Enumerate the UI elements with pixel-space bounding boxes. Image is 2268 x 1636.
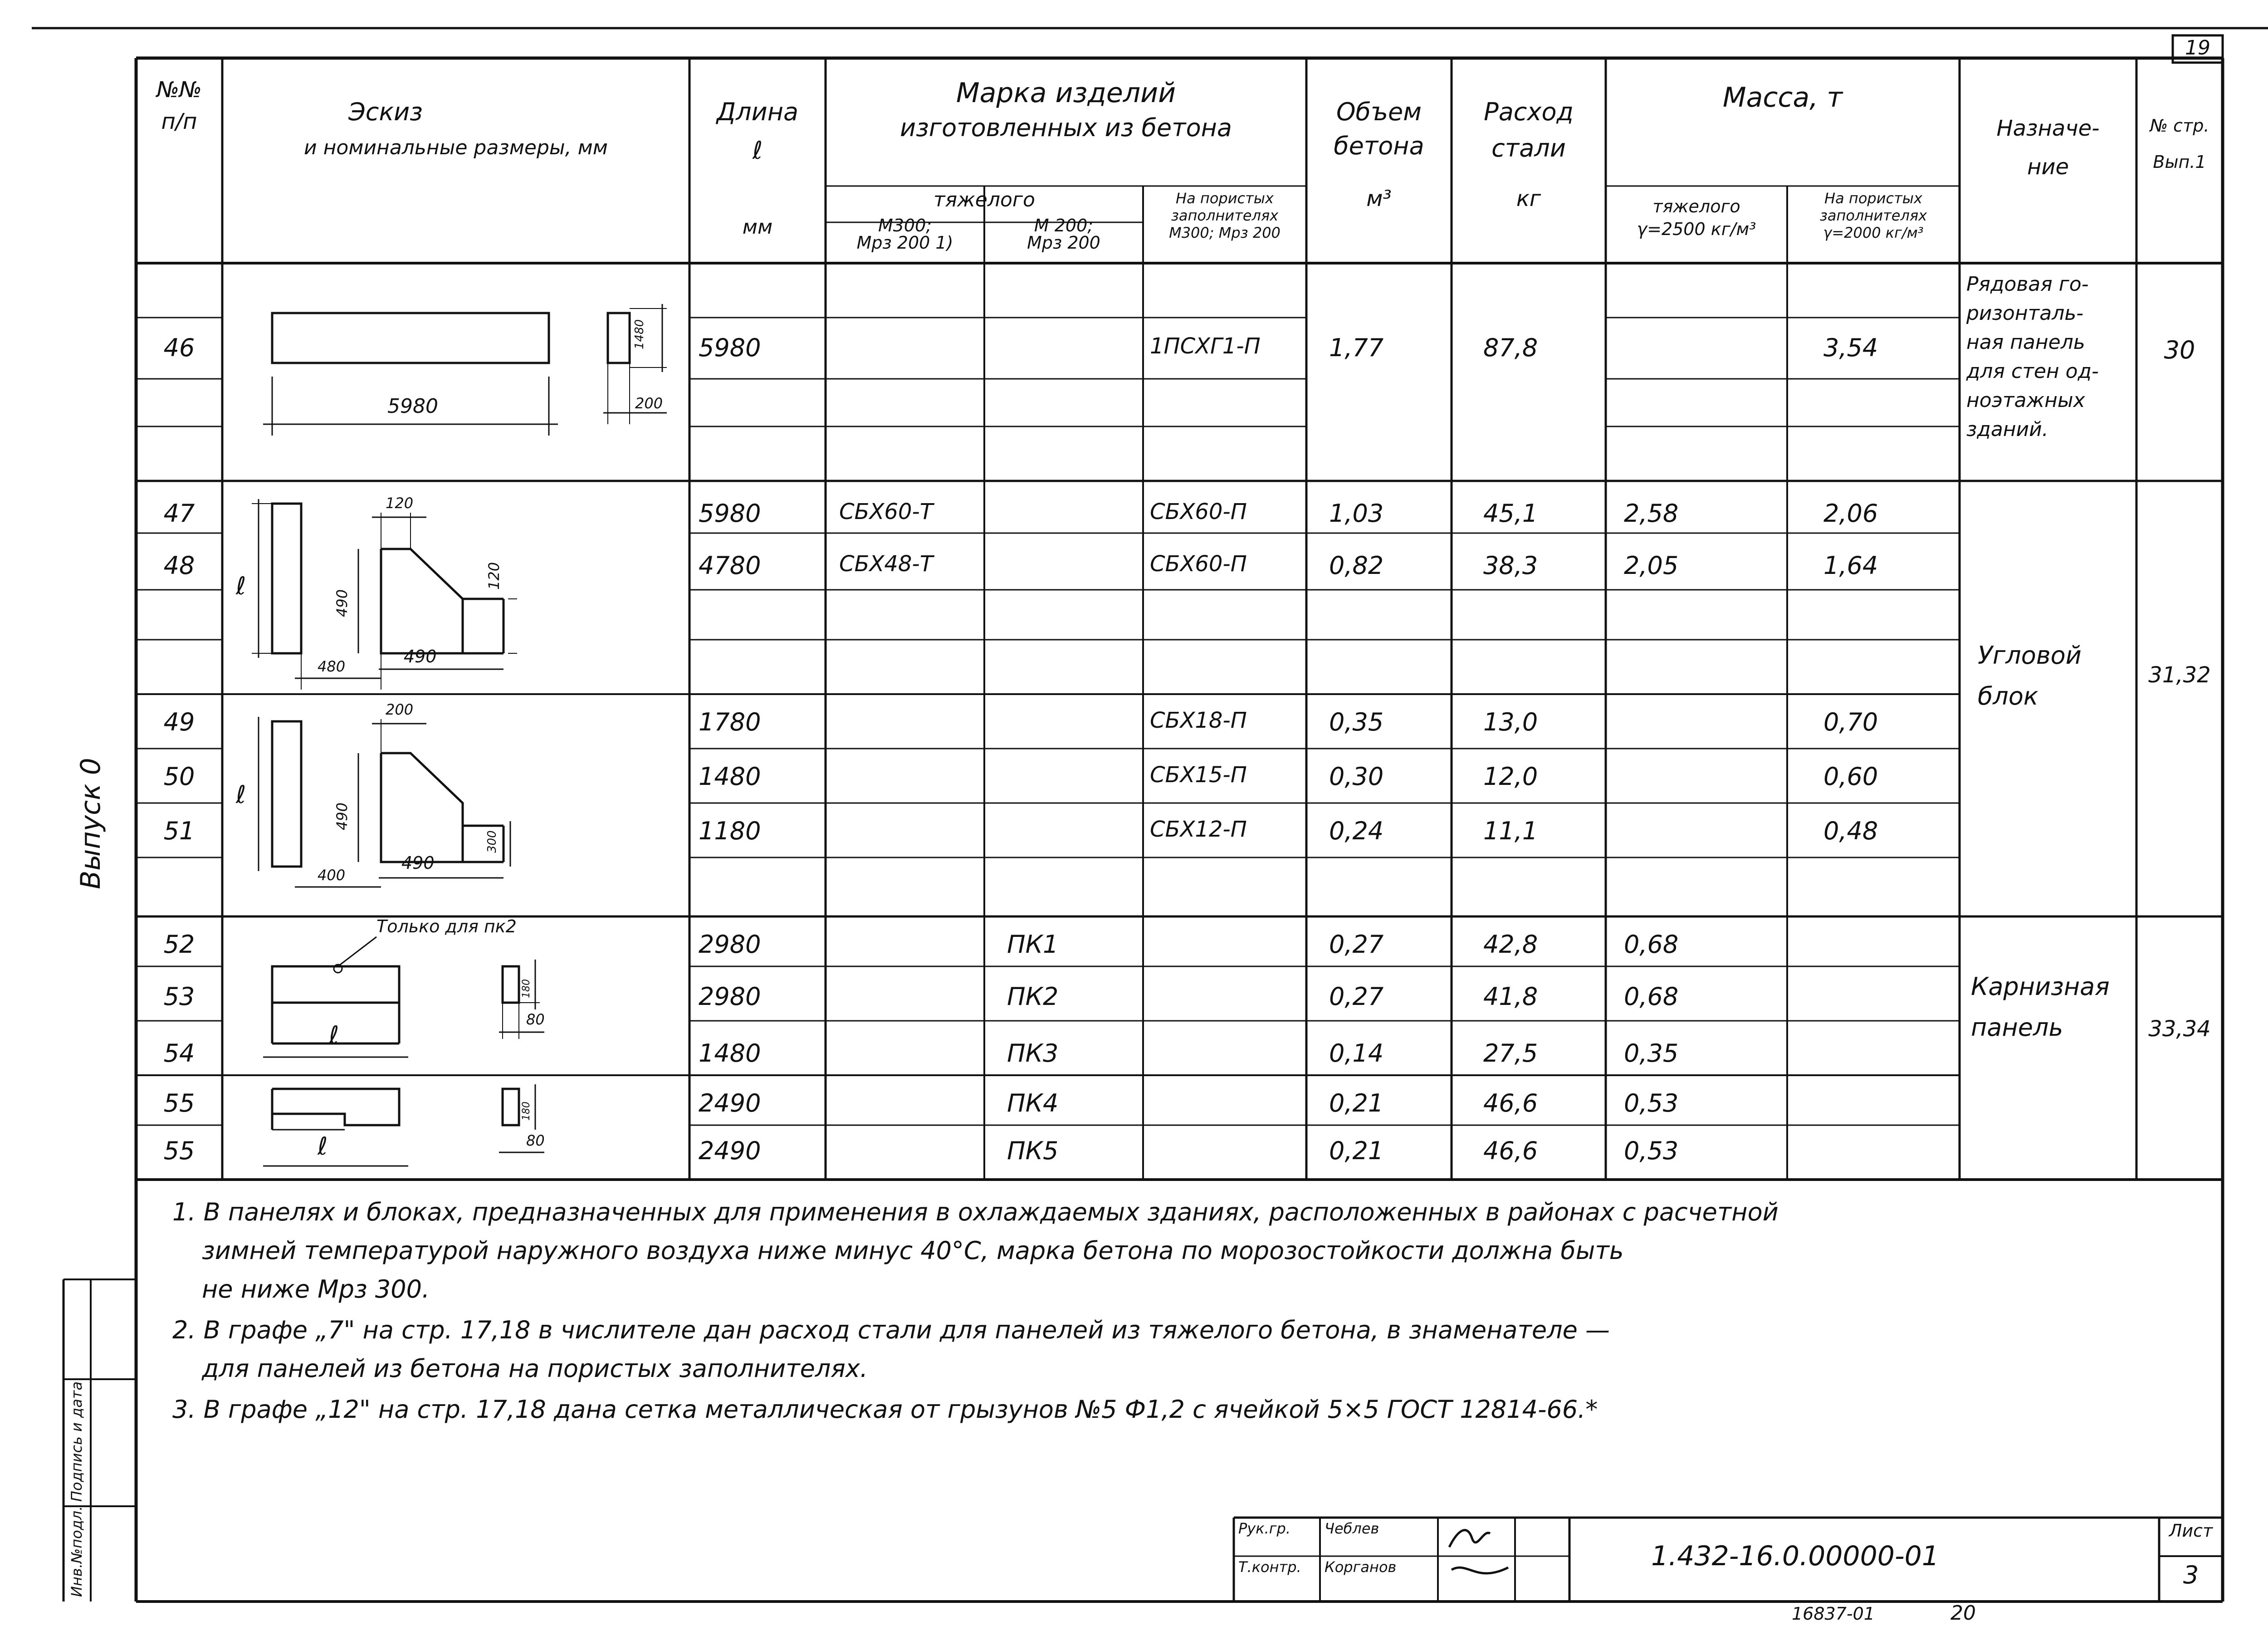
- cell-n: 46: [163, 333, 195, 362]
- bottom-code: 16837-01: [1792, 1604, 1875, 1624]
- sk47-d: 490: [404, 647, 437, 666]
- note-2a: 2. В графе „7" на стр. 17,18 в числителе дан расход стали для панелей из тяжелого бетона, в знаменателе —: [172, 1316, 1610, 1344]
- purpose-g1-l6: зданий.: [1966, 418, 2048, 441]
- cell-len: 1780: [699, 708, 761, 736]
- cell-vol: 0,30: [1329, 762, 1384, 791]
- hdr-heavy-m200-a: М 200;: [1034, 216, 1094, 235]
- cell-porous: СБХ60-П: [1150, 551, 1247, 577]
- hdr-mass: Масса, т: [1722, 82, 1843, 113]
- sheet-number: 19: [2185, 36, 2210, 59]
- cell-m300: СБХ48-Т: [839, 551, 934, 577]
- cell-vol: 0,21: [1329, 1089, 1384, 1117]
- sk47-a: 120: [386, 495, 414, 512]
- purpose-g3-l1: Карнизная: [1971, 972, 2110, 1001]
- purpose-g3-l2: панель: [1971, 1013, 2063, 1042]
- sheet-value: 3: [2183, 1561, 2199, 1589]
- hdr-porous: [1143, 190, 1306, 241]
- cell-mh: 0,53: [1624, 1136, 1679, 1165]
- cell-porous: СБХ15-П: [1150, 762, 1247, 788]
- hdr-heavy: тяжелого: [934, 188, 1035, 211]
- hdr-heavy-m300: [826, 217, 984, 251]
- sk46-height: 1480: [633, 319, 646, 349]
- cell-vol: 1,03: [1329, 499, 1384, 528]
- cell-vol: 0,24: [1329, 817, 1384, 845]
- cell-steel: 11,1: [1483, 817, 1538, 845]
- sk52-l: ℓ: [329, 1021, 339, 1049]
- cell-m200: ПК5: [1007, 1136, 1059, 1165]
- cell-mp: 0,60: [1823, 762, 1878, 791]
- page-g2: 31,32: [2148, 662, 2211, 688]
- sk52-h: 180: [521, 979, 532, 998]
- cell-porous: СБХ18-П: [1150, 708, 1247, 733]
- cell-steel: 87,8: [1483, 333, 1538, 362]
- cell-vol: 0,21: [1329, 1136, 1384, 1165]
- purpose-g1-l3: ная панель: [1966, 331, 2085, 354]
- bottom-num: 20: [1950, 1602, 1976, 1625]
- sk47-l: ℓ: [236, 572, 246, 600]
- note-3: 3. В графе „12" на стр. 17,18 дана сетка металлическая от грызунов №5 Ф1,2 с ячейкой 5×5 ГОСТ 12814-66.*: [172, 1395, 1598, 1424]
- cell-len: 1480: [699, 1039, 761, 1068]
- hdr-mass-porous-b: заполнителях: [1819, 207, 1927, 224]
- cell-len: 4780: [699, 551, 761, 580]
- cell-mp: 1,64: [1823, 551, 1878, 580]
- note-1c: не ниже Мрз 300.: [202, 1275, 430, 1303]
- purpose-g1-l2: ризонталь-: [1966, 302, 2084, 325]
- hdr-num-2: п/п: [161, 109, 197, 134]
- cell-len: 5980: [699, 333, 761, 362]
- cell-mh: 0,68: [1624, 930, 1679, 959]
- cell-mp: 0,70: [1823, 708, 1878, 736]
- cell-n: 49: [163, 708, 195, 736]
- note-1a: 1. В панелях и блоках, предназначенных для применения в охлаждаемых зданиях, расположенных в районах с расчетной: [172, 1198, 1779, 1226]
- cell-len: 5980: [699, 499, 761, 528]
- cell-vol: 0,27: [1329, 982, 1384, 1011]
- hdr-steel-1: Расход: [1484, 98, 1574, 126]
- cell-m200: ПК4: [1007, 1089, 1059, 1117]
- hdr-volume-3: м³: [1366, 186, 1392, 211]
- stamp-name-2: Корганов: [1325, 1558, 1397, 1576]
- page-g1: 30: [2164, 336, 2195, 364]
- cell-mh: 0,53: [1624, 1089, 1679, 1117]
- purpose-group-1: [1966, 270, 2099, 444]
- purpose-group-2: [1978, 635, 2082, 717]
- cell-mh: 2,58: [1624, 499, 1679, 528]
- cell-porous: СБХ60-П: [1150, 499, 1247, 524]
- issue-label: Выпуск 0: [75, 758, 107, 889]
- hdr-heavy-m200: [984, 217, 1143, 251]
- hdr-sketch-2: и номинальные размеры, мм: [304, 136, 608, 159]
- cell-mp: 2,06: [1823, 499, 1878, 528]
- cell-n: 55: [163, 1089, 195, 1117]
- cell-len: 2490: [699, 1136, 761, 1165]
- page-g3: 33,34: [2148, 1016, 2211, 1042]
- cell-mp: 0,48: [1823, 817, 1878, 845]
- cell-n: 48: [163, 551, 195, 580]
- hdr-heavy-m200-b: Мрз 200: [1027, 233, 1100, 253]
- cell-len: 2980: [699, 930, 761, 959]
- sk55-l: ℓ: [318, 1132, 328, 1161]
- cell-m200: ПК1: [1007, 930, 1059, 959]
- hdr-mass-heavy-b: γ=2500 кг/м³: [1637, 219, 1756, 239]
- purpose-g1-l1: Рядовая го-: [1966, 273, 2089, 296]
- hdr-steel-2: стали: [1491, 134, 1566, 162]
- cell-vol: 0,35: [1329, 708, 1384, 736]
- hdr-mass-porous-c: γ=2000 кг/м³: [1823, 224, 1924, 241]
- note-2b: для панелей из бетона на пористых заполнителях.: [202, 1354, 868, 1383]
- cell-porous: СБХ12-П: [1150, 817, 1247, 842]
- hdr-length-1: Длина: [716, 98, 799, 126]
- hdr-heavy-m300-a: М300;: [878, 216, 932, 235]
- cell-m200: ПК2: [1007, 982, 1059, 1011]
- sk52-w: 80: [526, 1011, 545, 1028]
- cell-porous: 1ПСХГ1-П: [1150, 333, 1261, 359]
- hdr-page-1: № стр.: [2150, 116, 2209, 136]
- purpose-g1-l5: ноэтажных: [1966, 389, 2085, 412]
- cell-n: 54: [163, 1039, 195, 1068]
- cell-steel: 13,0: [1483, 708, 1538, 736]
- hdr-mass-porous: [1787, 190, 1960, 241]
- hdr-heavy-m300-b: Мрз 200 1): [856, 233, 953, 253]
- hdr-sketch-1: Эскиз: [348, 98, 423, 126]
- cell-steel: 12,0: [1483, 762, 1538, 791]
- cell-mh: 2,05: [1624, 551, 1679, 580]
- sheet-label: Лист: [2169, 1521, 2213, 1541]
- sk52-note: Только для пк2: [376, 916, 517, 936]
- hdr-purpose-1: Назначе-: [1996, 116, 2100, 141]
- cell-len: 1480: [699, 762, 761, 791]
- hdr-page-2: Вып.1: [2153, 152, 2206, 172]
- sk49-b: 490: [333, 802, 351, 830]
- hdr-marks-1: Марка изделий: [956, 77, 1176, 109]
- sk55-w: 80: [526, 1132, 545, 1149]
- cell-n: 50: [163, 762, 195, 791]
- hdr-volume-1: Объем: [1336, 98, 1422, 126]
- cell-steel: 42,8: [1483, 930, 1538, 959]
- hdr-volume-2: бетона: [1334, 132, 1424, 160]
- purpose-group-3: [1971, 966, 2110, 1048]
- sk49-d: 490: [401, 853, 435, 873]
- sk46-length: 5980: [387, 395, 438, 418]
- sk49-c: 300: [485, 830, 499, 853]
- cell-vol: 0,14: [1329, 1039, 1384, 1068]
- cell-len: 2980: [699, 982, 761, 1011]
- purpose-g2-l2: блок: [1978, 682, 2038, 710]
- stamp-signature-label: Подпись и дата: [68, 1381, 85, 1502]
- cell-steel: 41,8: [1483, 982, 1538, 1011]
- cell-n: 51: [163, 817, 195, 845]
- hdr-porous-c: М300; Мрз 200: [1169, 224, 1281, 241]
- cell-steel: 45,1: [1483, 499, 1538, 528]
- purpose-g1-l4: для стен од-: [1966, 360, 2099, 383]
- sk55-h: 180: [521, 1102, 532, 1121]
- hdr-mass-porous-a: На пористых: [1824, 190, 1922, 207]
- stamp-role-2: Т.контр.: [1238, 1558, 1301, 1576]
- stamp-role-1: Рук.гр.: [1238, 1520, 1291, 1537]
- hdr-mass-heavy: [1606, 195, 1787, 240]
- cell-len: 2490: [699, 1089, 761, 1117]
- cell-m200: ПК3: [1007, 1039, 1059, 1068]
- sk47-e: 480: [318, 658, 346, 675]
- hdr-num-1: №№: [156, 77, 202, 103]
- sk49-l: ℓ: [236, 780, 246, 809]
- hdr-purpose-2: ние: [2027, 154, 2069, 180]
- cell-m300: СБХ60-Т: [839, 499, 934, 524]
- sk49-a: 200: [386, 701, 414, 718]
- stamp-inventory-label: Инв.№подл.: [68, 1506, 85, 1597]
- cell-n: 53: [163, 982, 195, 1011]
- cell-steel: 38,3: [1483, 551, 1538, 580]
- cell-n: 52: [163, 930, 195, 959]
- hdr-steel-3: кг: [1516, 186, 1541, 211]
- hdr-porous-b: заполнителях: [1171, 207, 1279, 224]
- cell-vol: 1,77: [1329, 333, 1384, 362]
- doc-code: 1.432-16.0.00000-01: [1651, 1540, 1939, 1572]
- cell-vol: 0,27: [1329, 930, 1384, 959]
- stamp-name-1: Чеблев: [1325, 1520, 1379, 1537]
- cell-len: 1180: [699, 817, 761, 845]
- hdr-length-3: мм: [742, 216, 773, 239]
- sk49-e: 400: [318, 867, 346, 884]
- cell-mh: 0,35: [1624, 1039, 1679, 1068]
- cell-mp: 3,54: [1823, 333, 1878, 362]
- purpose-g2-l1: Угловой: [1978, 641, 2082, 670]
- cell-steel: 27,5: [1483, 1039, 1538, 1068]
- cell-vol: 0,82: [1329, 551, 1384, 580]
- cell-n: 47: [163, 499, 195, 528]
- hdr-length-2: ℓ: [752, 136, 763, 165]
- sk47-b: 490: [333, 589, 351, 617]
- sk47-c: 120: [485, 562, 503, 590]
- sk46-width: 200: [635, 395, 663, 412]
- hdr-mass-heavy-a: тяжелого: [1652, 196, 1740, 216]
- hdr-porous-a: На пористых: [1176, 190, 1274, 207]
- hdr-marks-2: изготовленных из бетона: [899, 113, 1232, 142]
- cell-steel: 46,6: [1483, 1136, 1538, 1165]
- cell-steel: 46,6: [1483, 1089, 1538, 1117]
- cell-mh: 0,68: [1624, 982, 1679, 1011]
- signature-scribble: [1440, 1520, 1513, 1597]
- cell-n: 55: [163, 1136, 195, 1165]
- note-1b: зимней температурой наружного воздуха ниже минус 40°С, марка бетона по морозостойкости должна быть: [202, 1236, 1624, 1265]
